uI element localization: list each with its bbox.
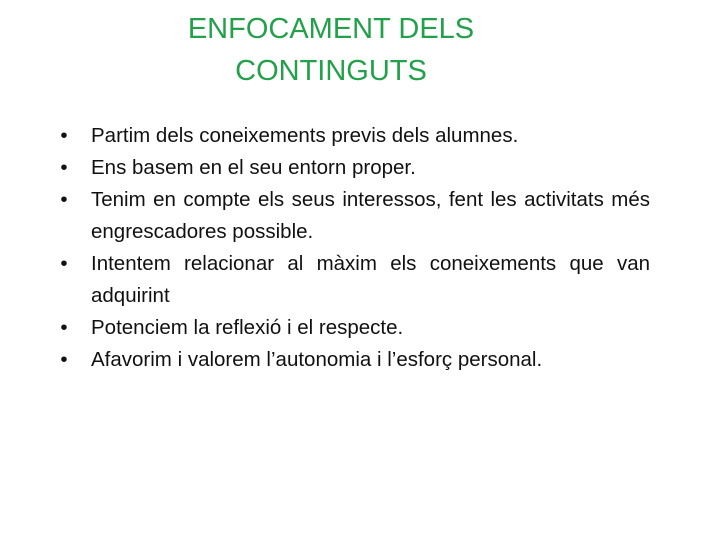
list-item — [58, 312, 650, 344]
bullet-icon: • — [60, 252, 68, 275]
list-item-text: Potenciem la reflexió i el respecte. — [91, 316, 404, 339]
bullet-icon: • — [60, 348, 68, 371]
list-item-text: Tenim en compte els seus interessos, fent les activitats més engrescadores possible. — [91, 188, 650, 243]
list-item — [58, 120, 650, 152]
slide-title — [131, 8, 531, 92]
content-bullet-list — [58, 120, 650, 376]
slide-title-line-1: ENFOCAMENT DELS — [187, 13, 475, 45]
list-item — [58, 248, 650, 312]
list-item-text: Afavorim i valorem l’autonomia i l’esforç personal. — [91, 348, 543, 371]
bullet-icon: • — [60, 156, 68, 179]
slide-title-line-2: CONTINGUTS — [235, 55, 427, 87]
bullet-icon: • — [60, 188, 68, 211]
list-item — [58, 152, 650, 184]
bullet-icon: • — [60, 316, 68, 339]
list-item-text: Partim dels coneixements previs dels alumnes. — [91, 124, 519, 147]
bullet-icon: • — [60, 124, 68, 147]
list-item-text: Intentem relacionar al màxim els coneixements que van adquirint — [91, 252, 650, 307]
list-item-text: Ens basem en el seu entorn proper. — [91, 156, 416, 179]
list-item — [58, 344, 650, 376]
list-item — [58, 184, 650, 248]
